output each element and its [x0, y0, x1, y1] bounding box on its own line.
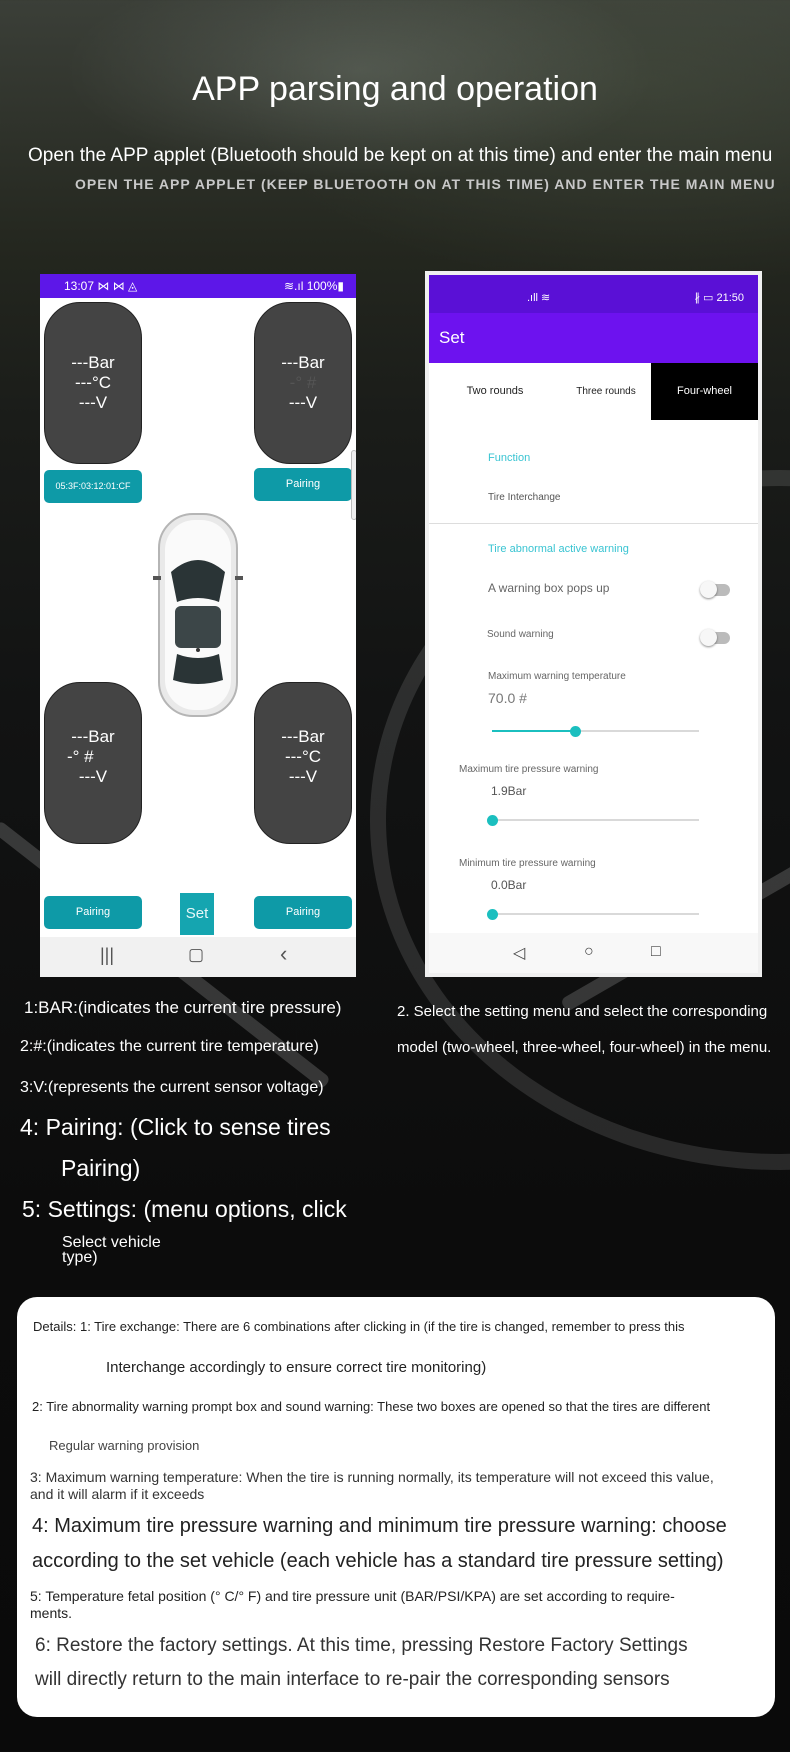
back-icon[interactable]: ‹: [280, 941, 288, 966]
status-time: 13:07 ⋈ ⋈ ◬: [64, 279, 138, 293]
max-pressure-label: Maximum tire pressure warning: [459, 764, 599, 775]
car-top-view-image: [153, 510, 243, 720]
tab-two-rounds[interactable]: Two rounds: [466, 385, 524, 397]
function-section-header: Function: [488, 452, 531, 464]
pairing-button-rear-right[interactable]: Pairing: [254, 896, 352, 929]
caption-right-line1: 2. Select the setting menu and select the corresponding: [397, 1003, 768, 1020]
caption-settings-cont: Select vehicle: [62, 1234, 161, 1251]
pairing-button-front-right[interactable]: Pairing: [254, 468, 352, 501]
app-bar: [429, 313, 758, 363]
caption-voltage: 3:V:(represents the current sensor voltage): [20, 1079, 324, 1096]
back-icon[interactable]: ◁: [513, 945, 526, 962]
recent-apps-icon[interactable]: |||: [100, 945, 115, 965]
warning-section-header: Tire abnormal active warning: [488, 543, 629, 555]
page-subtitle: Open the APP applet (Bluetooth should be kept on at this time) and enter the main menu: [28, 145, 773, 166]
tire-voltage: ---V: [288, 393, 318, 412]
detail-5-cont: ments.: [30, 1605, 73, 1621]
caption-bar: 1:BAR:(indicates the current tire pressure): [24, 998, 342, 1017]
status-bar: [40, 274, 356, 298]
tire-temperature: ---°C: [74, 373, 112, 392]
min-pressure-value: 0.0Bar: [491, 878, 527, 892]
android-nav-bar: [40, 937, 356, 977]
tire-temperature: -° #: [289, 373, 317, 392]
detail-1: Details: 1: Tire exchange: There are 6 combinations after clicking in (if the tire is changed, remember to press this: [33, 1319, 685, 1334]
tire-front-right[interactable]: [254, 302, 352, 464]
tire-temperature: ---°C: [284, 747, 322, 766]
caption-settings: 5: Settings: (menu options, click: [22, 1196, 347, 1222]
popup-warning-toggle[interactable]: [702, 584, 730, 596]
tire-front-left[interactable]: [44, 302, 142, 464]
tab-four-wheel[interactable]: Four-wheel: [651, 363, 758, 420]
min-pressure-slider-thumb[interactable]: [487, 909, 498, 920]
tire-rear-right[interactable]: [254, 682, 352, 844]
edge-scroll-handle[interactable]: [351, 450, 356, 520]
detail-2: 2: Tire abnormality warning prompt box and sound warning: These two boxes are opened so that the tires are different: [32, 1399, 711, 1414]
caption-pairing: 4: Pairing: (Click to sense tires: [20, 1114, 331, 1140]
sensor-id-button[interactable]: 05:3F:03:12:01:CF: [44, 470, 142, 503]
min-pressure-slider-track[interactable]: [492, 913, 699, 915]
caption-settings-cont2: type): [62, 1249, 98, 1266]
tire-voltage: ---V: [78, 767, 108, 786]
detail-1-cont: Interchange accordingly to ensure correct tire monitoring): [106, 1359, 487, 1376]
home-icon[interactable]: ○: [584, 943, 594, 960]
status-bar: [429, 275, 758, 313]
vehicle-type-tabs: [429, 363, 758, 420]
max-temp-value: 70.0 #: [488, 690, 527, 706]
page-title: APP parsing and operation: [192, 70, 598, 108]
android-nav-bar: [429, 933, 758, 977]
caption-right-line2: model (two-wheel, three-wheel, four-wheel) in the menu.: [397, 1039, 772, 1056]
min-pressure-label: Minimum tire pressure warning: [459, 858, 596, 869]
caption-pairing-cont: Pairing): [61, 1155, 141, 1181]
sound-warning-label: Sound warning: [487, 629, 554, 640]
max-temp-label: Maximum warning temperature: [488, 671, 626, 682]
detail-4: 4: Maximum tire pressure warning and minimum tire pressure warning: choose: [32, 1515, 727, 1537]
detail-6: 6: Restore the factory settings. At this time, pressing Restore Factory Settings: [35, 1635, 688, 1656]
home-icon[interactable]: ▢: [188, 945, 205, 964]
settings-screen-phone: [425, 271, 762, 977]
tire-pressure: ---Bar: [281, 353, 325, 372]
set-button[interactable]: Set: [180, 893, 214, 935]
caption-temp: 2:#:(indicates the current tire temperature): [20, 1038, 319, 1055]
main-screen-phone: [40, 274, 356, 977]
detail-2-cont: Regular warning provision: [49, 1438, 200, 1453]
status-time: ∦ ▭ 21:50: [694, 292, 744, 304]
tire-rear-left[interactable]: [44, 682, 142, 844]
max-temp-slider-thumb[interactable]: [570, 726, 581, 737]
page-subtitle-caps: OPEN THE APP APPLET (KEEP BLUETOOTH ON AT THIS TIME) AND ENTER THE MAIN MENU: [75, 176, 776, 192]
max-temp-slider-fill: [492, 730, 575, 732]
section-divider: [429, 523, 758, 524]
popup-warning-label: A warning box pops up: [488, 581, 610, 595]
status-icons: ≋.ıl 100%▮: [283, 279, 344, 293]
details-panel: [17, 1297, 775, 1717]
detail-4-cont: according to the set vehicle (each vehicle has a standard tire pressure setting): [32, 1550, 724, 1572]
sound-warning-toggle[interactable]: [702, 632, 730, 644]
tab-three-rounds[interactable]: Three rounds: [576, 386, 636, 397]
tire-voltage: ---V: [78, 393, 108, 412]
max-pressure-slider-thumb[interactable]: [487, 815, 498, 826]
tire-interchange-item[interactable]: Tire Interchange: [488, 492, 561, 503]
tire-voltage: ---V: [288, 767, 318, 786]
tire-pressure: ---Bar: [71, 353, 115, 372]
detail-3: 3: Maximum warning temperature: When the tire is running normally, its temperature will not exceed this value,: [30, 1469, 714, 1485]
tire-temperature: -° #: [67, 747, 94, 766]
signal-wifi-icon: .ıll ≋: [527, 292, 551, 304]
recent-apps-icon[interactable]: □: [651, 943, 661, 960]
max-temp-slider-track[interactable]: [492, 730, 699, 732]
pairing-button-rear-left[interactable]: Pairing: [44, 896, 142, 929]
detail-6-cont: will directly return to the main interface to re-pair the corresponding sensors: [35, 1669, 670, 1690]
max-pressure-value: 1.9Bar: [491, 784, 527, 798]
detail-5: 5: Temperature fetal position (° C/° F) and tire pressure unit (BAR/PSI/KPA) are set according to require-: [30, 1588, 675, 1604]
detail-3-cont: and it will alarm if it exceeds: [30, 1486, 205, 1502]
tire-pressure: ---Bar: [281, 727, 325, 746]
app-bar-title: Set: [439, 328, 465, 347]
tire-pressure: ---Bar: [71, 727, 115, 746]
max-pressure-slider-track[interactable]: [492, 819, 699, 821]
